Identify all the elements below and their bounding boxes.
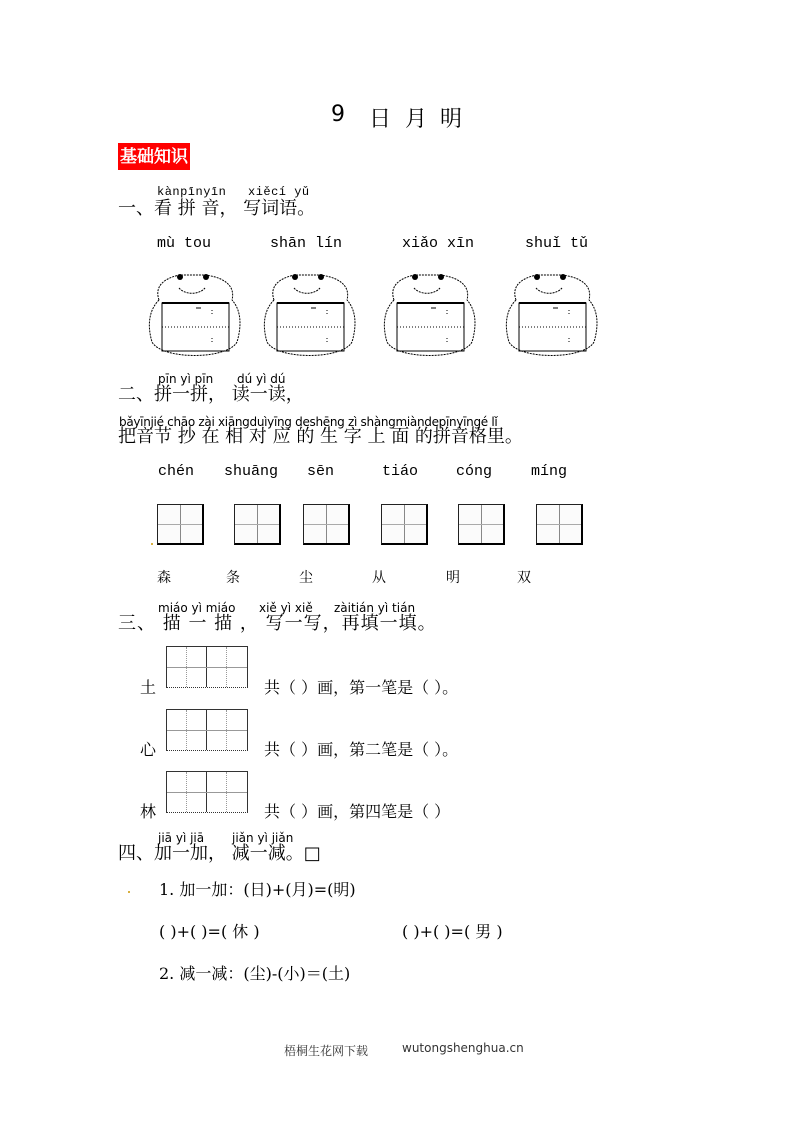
pinyin-grid-6[interactable]	[536, 504, 583, 545]
stray-mark	[128, 891, 130, 893]
q2-pinyin-3: sēn	[307, 463, 335, 480]
q2-char-3: 尘	[299, 570, 313, 586]
q2-char-1: 森	[157, 570, 171, 586]
q2-char-4: 从	[372, 570, 386, 586]
frog-answer-box-2[interactable]	[262, 270, 358, 360]
q3-ruby-1: miáo yì miáo	[158, 601, 236, 615]
q1-pinyin-2: shān lín	[270, 235, 343, 252]
stray-mark	[151, 543, 153, 545]
frog-answer-box-1[interactable]	[147, 270, 243, 360]
q3-row-1-char: 土	[140, 678, 157, 697]
q1-heading: 一、看 拼 音， 写词语。	[118, 198, 316, 219]
q4-line-2b: ( )+( )=( 男 )	[402, 922, 503, 941]
q1-ruby-2: xiěcí yǔ	[248, 185, 310, 199]
pinyin-grid-5[interactable]	[458, 504, 505, 545]
q2-char-5: 明	[446, 570, 460, 586]
q3-ruby-3: zàitián yì tián	[334, 601, 416, 615]
q4-heading: 四、加一加， 减一减。□	[118, 843, 321, 864]
q1-pinyin-1: mù tou	[157, 235, 212, 252]
section-badge: 基础知识	[118, 143, 190, 170]
frog-answer-box-3[interactable]	[382, 270, 478, 360]
q1-pinyin-4: shuǐ tǔ	[525, 235, 589, 252]
q2-char-2: 条	[226, 570, 240, 586]
q2-pinyin-1: chén	[158, 463, 195, 480]
lesson-number: 9	[331, 102, 349, 127]
q2-ruby-2: dú yì dú	[237, 372, 286, 386]
title-char-1: 日	[369, 107, 396, 132]
q2-pinyin-4: tiáo	[382, 463, 419, 480]
q3-row-2-trace-grid[interactable]	[166, 709, 248, 751]
q2-char-6: 双	[517, 570, 531, 586]
q3-heading: 三、 描 一 描 ， 写一写，再填一填。	[118, 613, 437, 634]
pinyin-grid-2[interactable]	[234, 504, 281, 545]
q2-heading: 二、拼一拼， 读一读，	[118, 384, 304, 405]
title-char-3: 明	[440, 107, 467, 132]
q2-ruby-1: pīn yì pīn	[158, 372, 214, 386]
frog-answer-box-4[interactable]	[504, 270, 600, 360]
title-char-2: 月	[405, 107, 432, 132]
q3-row-2-text: 共（ ）画，第二笔是（ ）。	[264, 740, 459, 759]
q3-row-1-text: 共（ ）画，第一笔是（ ）。	[264, 678, 459, 697]
pinyin-grid-1[interactable]	[157, 504, 204, 545]
q3-row-2-char: 心	[140, 740, 157, 759]
q1-pinyin-3: xiǎo xīn	[402, 235, 475, 252]
q3-row-1-trace-grid[interactable]	[166, 646, 248, 688]
q2-pinyin-2: shuāng	[224, 463, 279, 480]
q4-ruby-2: jiǎn yì jiǎn	[232, 831, 294, 845]
q4-line-2a: ( )+( )=( 休 )	[159, 922, 260, 941]
q3-ruby-2: xiě yì xiě	[259, 601, 313, 615]
q4-line-1: 1. 加一加：(日)+(月)=(明)	[159, 880, 356, 899]
pinyin-grid-3[interactable]	[303, 504, 350, 545]
q2-pinyin-5: cóng	[456, 463, 493, 480]
q4-line-3: 2. 减一减：(尘)-(小)＝(土)	[159, 964, 351, 983]
footer-url[interactable]: wutongshenghua.cn	[402, 1041, 524, 1055]
q2-pinyin-6: míng	[531, 463, 568, 480]
q2-instruction: 把音节 抄 在 相 对 应 的 生 字 上 面 的拼音格里。	[118, 426, 523, 447]
footer-site-name: 梧桐生花网下载	[284, 1044, 369, 1058]
q2-instruction-ruby: bǎyīnjié chāo zài xiāngduìyīng deshēng zì shàngmiàndepīnyīngé lǐ	[119, 415, 498, 429]
q3-row-3-trace-grid[interactable]	[166, 771, 248, 813]
q3-row-3-char: 林	[140, 802, 157, 821]
q3-row-3-text: 共（ ）画，第四笔是（ ）	[264, 802, 451, 821]
q4-ruby-1: jiā yì jiā	[158, 831, 205, 845]
q1-ruby-1: kànpīnyīn	[157, 185, 227, 199]
pinyin-grid-4[interactable]	[381, 504, 428, 545]
